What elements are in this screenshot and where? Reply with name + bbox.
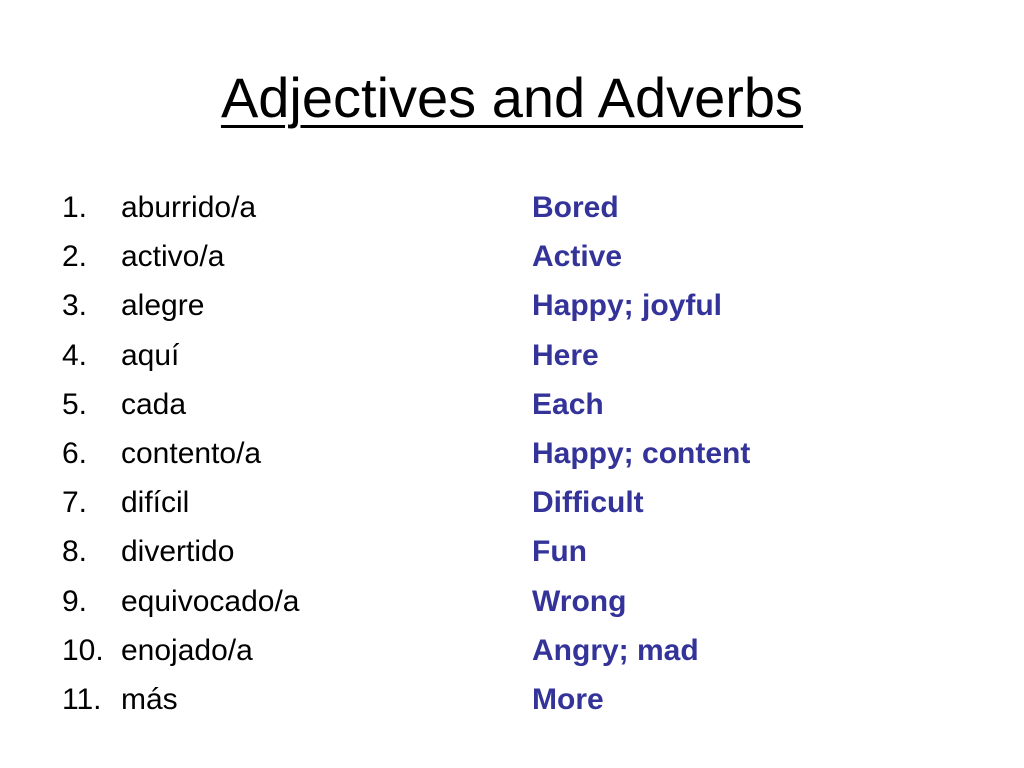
spanish-word: difícil — [121, 486, 190, 520]
english-translation: Bored — [532, 191, 619, 224]
spanish-word: activo/a — [121, 240, 225, 274]
spanish-word: equivocado/a — [121, 584, 300, 618]
item-number: 8. — [62, 535, 88, 569]
english-translation: Wrong — [532, 584, 627, 618]
item-number: 6. — [62, 436, 88, 470]
vocabulary-list — [62, 183, 962, 724]
spanish-word: enojado/a — [121, 633, 253, 667]
spanish-word: aburrido/a — [121, 191, 257, 224]
spanish-word: alegre — [121, 289, 205, 323]
english-translation: Fun — [532, 535, 587, 569]
vocabulary-item — [62, 429, 962, 478]
english-translation: Active — [532, 240, 623, 274]
vocabulary-item — [62, 380, 962, 429]
english-translation: Happy; content — [532, 436, 751, 470]
slide-title: Adjectives and Adverbs — [220, 66, 804, 129]
spanish-word: contento/a — [121, 436, 262, 470]
vocabulary-item — [62, 478, 962, 527]
english-translation: Happy; joyful — [532, 289, 723, 323]
vocabulary-item — [62, 183, 962, 232]
item-number: 10. — [62, 633, 104, 667]
english-translation: Here — [532, 338, 599, 372]
vocabulary-item — [62, 281, 962, 330]
spanish-word: cada — [121, 387, 187, 421]
item-number: 3. — [62, 289, 88, 323]
item-number: 4. — [62, 338, 88, 372]
english-translation: Angry; mad — [532, 633, 699, 667]
english-translation: More — [532, 682, 604, 716]
item-number: 11. — [62, 682, 102, 716]
spanish-word: divertido — [121, 535, 235, 569]
vocabulary-item — [62, 675, 962, 724]
item-number: 1. — [62, 191, 88, 224]
item-number: 9. — [62, 584, 88, 618]
item-number: 5. — [62, 387, 88, 421]
vocabulary-item — [62, 232, 962, 281]
vocabulary-item — [62, 527, 962, 576]
spanish-word: más — [121, 682, 178, 716]
vocabulary-item — [62, 331, 962, 380]
english-translation: Each — [532, 387, 604, 421]
spanish-word: aquí — [121, 338, 180, 372]
english-translation: Difficult — [532, 486, 644, 520]
item-number: 2. — [62, 240, 88, 274]
vocabulary-item — [62, 626, 962, 675]
item-number: 7. — [62, 486, 88, 520]
vocabulary-item — [62, 577, 962, 626]
